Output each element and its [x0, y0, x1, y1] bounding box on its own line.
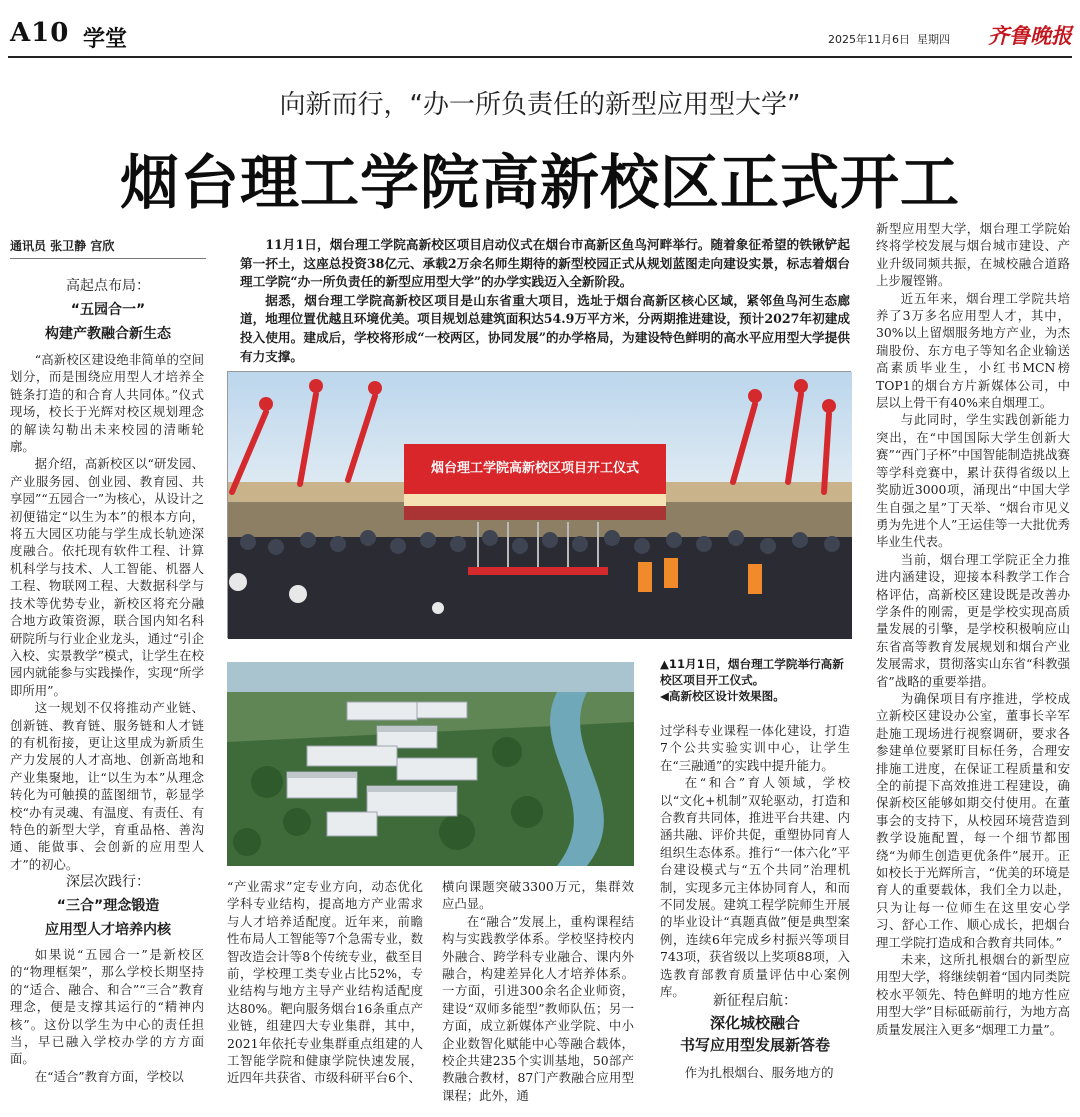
subhead-2 [12, 872, 204, 940]
subhead-3-line1: 新征程启航： [713, 993, 797, 1009]
ceremony-photo-illustration [228, 372, 852, 639]
paragraph: 横向课题突破3300万元，集群效应凸显。 [442, 879, 634, 912]
paragraph: 未来，这所扎根烟台的新型应用型大学，将继续朝着“国内同类院校水平领先、特色鲜明的地方性应用型大学”目标砥砺前行，为地方高质量发展注入更多“烟理工力量”。 [876, 952, 1070, 1037]
lead-paragraph: 11月1日，烟台理工学院高新校区项目启动仪式在烟台市高新区鱼鸟河畔举行。随着象征希望的铁锹铲起第一抔土，这座总投资38亿元、承载2万余名师生期待的新型校园正式从规划蓝图走向建设实景，标志着烟台理工学院“办一所负责任的新型应用型大学”的办学实践迈入全新阶段。 [240, 237, 850, 290]
subhead-2-line3: 应用型人才培养内核 [45, 922, 171, 938]
paragraph: 新型应用型大学，烟台理工学院始终将学校发展与烟台城市建设、产业升级同频共振，在城校融合道路上步履铿锵。 [876, 221, 1070, 289]
paragraph: 如果说“五园合一”是新校区的“物理框架”，那么学校长期坚持的“适合、融合、和合”“三合”教育理念，便是支撑其运行的“精神内核”。这份以学生为中心的责任担当，早已融入学校办学的方方面面。 [10, 947, 204, 1067]
subhead-2-line1: 深层次践行： [66, 874, 150, 890]
col5-body [876, 220, 1070, 1088]
issue-date [828, 31, 950, 47]
subhead-3 [660, 990, 850, 1056]
paragraph: 作为扎根烟台、服务地方的 [684, 1065, 834, 1080]
byline-rule [10, 258, 206, 259]
lead-paragraphs [240, 236, 850, 366]
paragraph: 在“和合”育人领域，学校以“文化+机制”双轮驱动，打造和合教育共同体，推进平台共建、内涵共融、评价共促，重塑协同育人组织生态体系。推行“一体六化”平台建设模式与“五个共同”治理机制，实现多元主体协同育人，和而不同发展。建筑工程学院师生开展的毕业设计“真题真做”便是典型案例，连续6年完成乡村振兴等项目743项，获省级以上奖项88项，入选教育部教育质量评估中心案例库。 [660, 775, 850, 1000]
col1-body-part1 [10, 351, 204, 872]
paragraph: 在“融合”发展上，重构课程结构与实践教学体系。学校坚持校内外融合、跨学科专业融合、课内外融合，构建差异化人才培养体系。一方面，引进300余名企业师资，建设“双师多能型”教师队伍；另一方面，成立新媒体产业学院、中小企业数智化赋能中心等融合载体，校企共建235个实训基地，50部产教融合教材，87门产教融合应用型课程；此外，通 [442, 913, 634, 1103]
backdrop-title: 烟台理工学院高新校区项目开工仪式 [430, 461, 640, 476]
lead-paragraph: 据悉，烟台理工学院高新校区项目是山东省重大项目，选址于烟台高新区核心区域，紧邻鱼鸟河生态廊道，地理位置优越且环境优美。项目规划总建筑面积达54.9万平方米，分两期推进建设，预计2027年初建成投入使用。建成后，学校将形成“一校两区，协同发展”的办学格局，为建设特色鲜明的高水平应用型大学提供有力支撑。 [240, 292, 850, 364]
paragraph: “产业需求”定专业方向，动态优化学科专业结构，提高地方产业需求与人才培养适配度。近年来，前瞻性布局人工智能等7个急需专业，数智改造会计等8个传统专业，截至目前，学校理工类专业占比52%，专业结构与地方主导产业结构适配度达80%。靶向服务烟台16条重点产业链，组建四大专业集群，其中，2021年依托专业集群重点组建的人工智能学院和健康学院快速发展，近四年共获省、市级科研平台6个、 [227, 879, 423, 1086]
newspaper-logo: 齐鲁晚报 [988, 23, 1072, 48]
byline: 通讯员 张卫静 宫欣 [10, 239, 115, 253]
subhead-1-line2: “五园合一” [70, 302, 146, 318]
ceremony-photo [227, 371, 851, 638]
caption-ceremony: ▲11月1日，烟台理工学院举行高新校区项目开工仪式。 [660, 657, 844, 687]
campus-rendering [227, 662, 634, 866]
subhead-2-line2: “三合”理念锻造 [56, 898, 160, 914]
paragraph: 与此同时，学生实践创新能力突出，在“中国国际大学生创新大赛”“西门子杯”中国智能制造挑战赛等学科竞赛中，累计获得省级以上奖励近3000项，涌现出“中国大学生自强之星”丁天举、“烟台市见义勇为先进个人”王运佳等一大批优秀毕业生代表。 [876, 412, 1070, 550]
subhead-3-line2: 深化城校融合 [709, 1014, 800, 1032]
campus-rendering-illustration [227, 662, 634, 866]
photo-caption [660, 656, 850, 704]
paragraph: “高新校区建设绝非简单的空间划分，而是围绕应用型人才培养全链条打造的和合育人共同体。”仪式现场，校长于光辉对校区规划理念的解读勾勒出未来校园的清晰轮廓。 [10, 352, 204, 455]
kicker-headline: 向新而行，“办一所负责任的新型应用型大学” [279, 90, 801, 120]
masthead-rule [8, 56, 1072, 58]
subhead-3-line3: 书写应用型发展新答卷 [679, 1036, 830, 1054]
paragraph: 这一规划不仅将推动产业链、创新链、教育链、服务链和人才链的有机衔接，更让这里成为新质生产力发展的人才高地、创新高地和产业集聚地，让“以生为本”从理念转化为可触摸的蓝图细节，彰显学校“办有灵魂、有温度、有责任、有特色的新型大学，育重品格、善沟通、能做事、会创新的应用型人才”的初心。 [10, 700, 204, 872]
paragraph: 当前，烟台理工学院正全力推进内涵建设，迎接本科教学工作合格评估，高新校区建设既是改善办学条件的刚需，更是学校实现高质量发展的引擎，是学校积极响应山东省高等教育发展规划和烟台产业发展需求，贯彻落实山东省“科教强省”战略的重要举措。 [876, 551, 1070, 689]
main-headline: 烟台理工学院高新校区正式开工 [119, 148, 960, 217]
col3-body [442, 878, 634, 1103]
col4-body-tail [660, 1064, 850, 1086]
subhead-1-line3: 构建产教融合新生态 [45, 326, 171, 342]
col1-body-part2 [10, 946, 204, 1086]
subhead-1 [12, 276, 204, 344]
col4-body [660, 722, 850, 1000]
paragraph: 近五年来，烟台理工学院共培养了3万多名应用型人才，其中，30%以上留烟服务地方产业，为杰瑞股份、东方电子等知名企业输送高素质毕业生，小红书MCN榜TOP1的烟台方片新媒体公司，中层以上骨干有40%来自烟理工。 [876, 290, 1070, 411]
caption-rendering: ◀高新校区设计效果图。 [660, 689, 785, 703]
section-name: 学堂 [83, 27, 128, 52]
paragraph: 据介绍，高新校区以“研发园、产业服务园、创业园、教育园、共享园”“五园合一”为核心，从设计之初便锚定“以生为本”的根本方向，将五大园区功能与学生成长轨迹深度融合。依托现有软件工程、计算机科学与技术、人工智能、机器人工程、物联网工程、大数据科学与技术等优势专业，新校区将充分融合地方政策资源，联合国内知名科研院所与行业企业龙头，通过“引企入校、实景教学”模式，让学生在校园内就能参与实践操作，实现“所学即所用”。 [10, 456, 204, 698]
date-text: 2025年11月6日 [828, 33, 910, 46]
subhead-1-line1: 高起点布局： [66, 278, 150, 294]
col2-body [227, 878, 423, 1088]
weekday-text: 星期四 [917, 33, 950, 46]
page-number: A10 [10, 18, 70, 48]
paragraph: 过学科专业课程一体化建设，打造7个公共实验实训中心，让学生在“三融通”的实践中提升能力。 [660, 723, 850, 773]
paragraph: 为确保项目有序推进，学校成立新校区建设办公室，董事长辛军赴施工现场进行视察调研，要求各参建单位要紧盯目标任务，合理安排施工进度，在保证工程质量和安全的前提下高效推进工程建设，确保新校区能够如期交付使用。在董事会的支持下，从校园环境营造到教学设施配置，每一个细节都围绕“为师生创造更优条件”展开。正如校长于光辉所言，“优美的环境是育人的重要载体，我们全力以赴，只为让每一位师生在这里安心学习、舒心工作、顺心成长，把烟台理工学院打造成和合教育共同体。” [876, 690, 1070, 950]
paragraph: 在“适合”教育方面，学校以 [34, 1068, 184, 1084]
